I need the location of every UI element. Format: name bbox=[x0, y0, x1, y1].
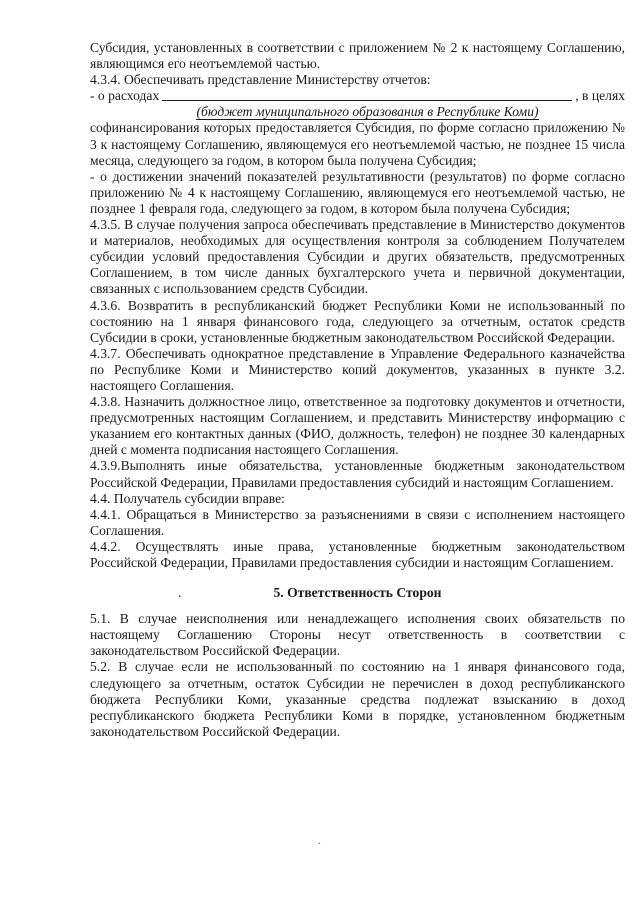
heading-mark: . bbox=[178, 585, 182, 601]
paragraph-performance-indicators: - о достижении значений показателей результативности (результатов) по форме согласно приложению № 4 к настоящему Соглашению, являющемуся его неотъемлемой частью, не позднее 1 февраля года, следующего за годом, в котором была получена Субсидия; bbox=[90, 168, 625, 216]
expenses-blank-line bbox=[162, 99, 572, 101]
clause-4-3-8: 4.3.8. Назначить должностное лицо, ответственное за подготовку документов и отчетности, предусмотренных настоящим Соглашением, и представить Министерству информацию с указанием его контактных данных (ФИО, должность, телефон) не позднее 30 календарных дней с момента подписания настоящего Соглашения. bbox=[90, 394, 625, 458]
clause-4-4: 4.4. Получатель субсидии вправе: bbox=[90, 490, 285, 506]
clause-5-1: 5.1. В случае неисполнения или ненадлежащего исполнения своих обязательств по настоящему Соглашению Стороны несут ответственность в соответствии с законодательством Российской Федерации. bbox=[90, 611, 625, 659]
clause-4-3-6: 4.3.6. Возвратить в республиканский бюджет Республики Коми не использованный по состоянию на 1 января финансового года, следующего за отчетным, остаток средств Субсидии в сроки, установленные бюджетным законодательством Российской Федерации. bbox=[90, 297, 625, 345]
section-heading-5 bbox=[90, 585, 625, 601]
document-body bbox=[90, 40, 625, 740]
paragraph-subsidy-annex2: Субсидия, установленных в соответствии с приложением № 2 к настоящему Соглашению, являющимся его неотъемлемой частью. bbox=[90, 40, 625, 72]
expenses-label: - о расходах bbox=[90, 88, 160, 104]
expenses-line bbox=[90, 88, 625, 104]
paragraph-cofinancing: софинансирования которых предоставляется Субсидия, по форме согласно приложению № 3 к настоящему Соглашению, являющемуся его неотъемлемой частью, не позднее 15 числа месяца, следующего за годом, в котором была получена Субсидия; bbox=[90, 120, 625, 168]
budget-caption bbox=[90, 104, 625, 120]
budget-caption-text: (бюджет муниципального образования в Республике Коми) bbox=[196, 104, 539, 120]
section-heading-text: 5. Ответственность Сторон bbox=[273, 585, 442, 601]
footer-mark: . bbox=[318, 833, 321, 847]
clause-4-3-5: 4.3.5. В случае получения запроса обеспечивать представление в Министерство документов и материалов, необходимых для осуществления контроля за соблюдением Получателем субсидии условий предоставления Субсидии и других обязательств, предусмотренных Соглашением, в том числе данных бухгалтерского учета и первичной документации, связанных с использованием средств Субсидии. bbox=[90, 217, 625, 297]
clause-4-3-4: 4.3.4. Обеспечивать представление Министерству отчетов: bbox=[90, 72, 431, 88]
expenses-purpose: , в целях bbox=[575, 88, 625, 104]
clause-4-4-1: 4.4.1. Обращаться в Министерство за разъяснениями в связи с исполнением настоящего Соглашения. bbox=[90, 506, 625, 538]
clause-4-3-7: 4.3.7. Обеспечивать однократное представление в Управление Федерального казначейства по Республике Коми и Министерство копий документов, указанных в пункте 3.2. настоящего Соглашения. bbox=[90, 345, 625, 393]
clause-5-2: 5.2. В случае если не использованный по состоянию на 1 января финансового года, следующего за отчетным, остаток Субсидии не перечислен в доход республиканского бюджета Республики Коми, указанные средства подлежат взысканию в доход республиканского бюджета Республики Коми в порядке, установленном бюджетным законодательством Российской Федерации. bbox=[90, 659, 625, 739]
clause-4-4-2: 4.4.2. Осуществлять иные права, установленные бюджетным законодательством Российской Федерации, Правилами предоставления субсидии и настоящим Соглашением. bbox=[90, 538, 625, 570]
clause-4-3-9: 4.3.9.Выполнять иные обязательства, установленные бюджетным законодательством Российской Федерации, Правилами предоставления субсидий и настоящим Соглашением. bbox=[90, 458, 625, 490]
